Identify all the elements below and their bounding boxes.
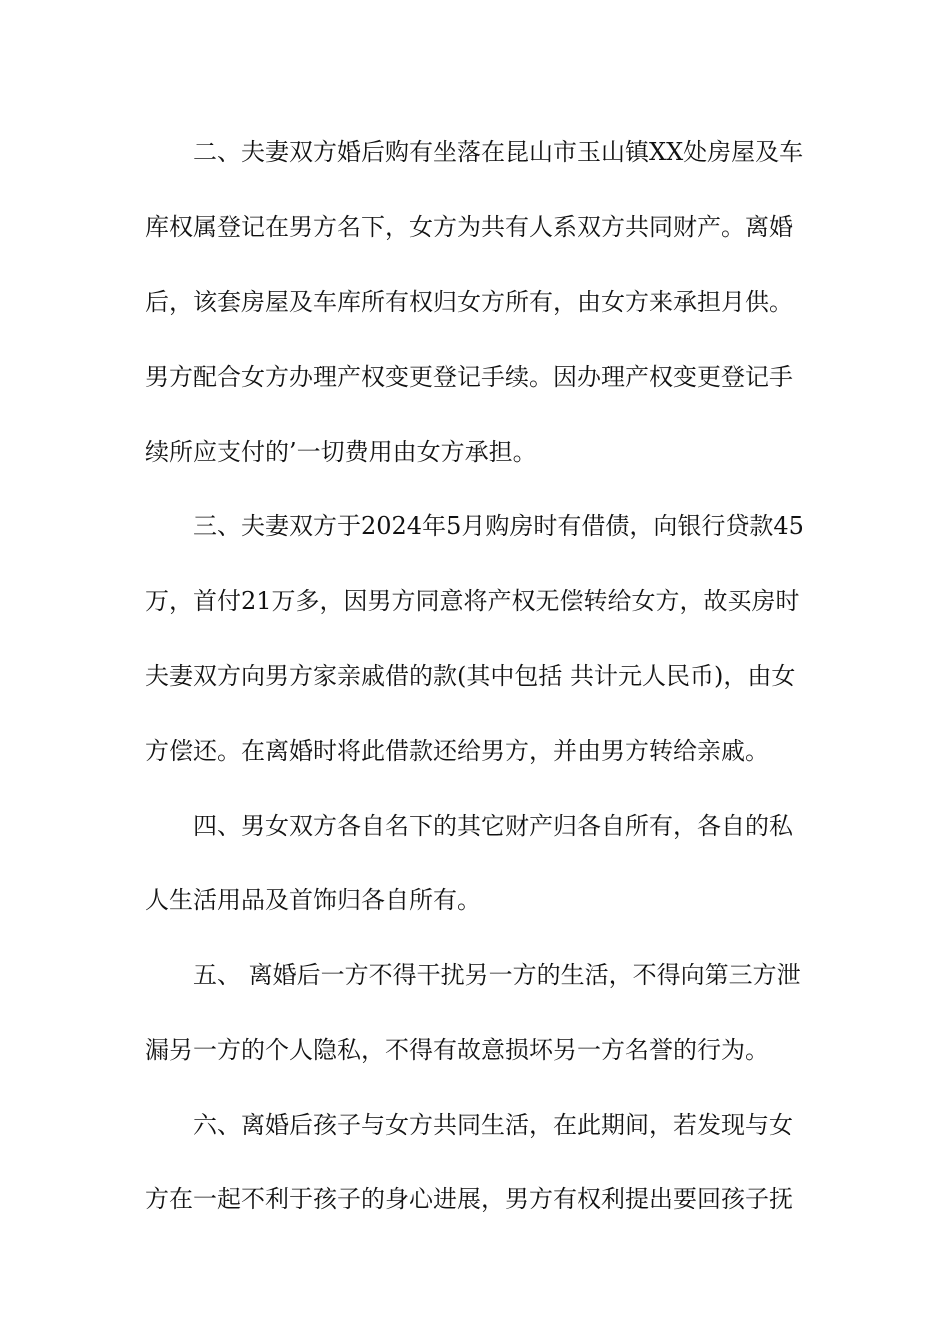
- text-line: 库权属登记在男方名下，女方为共有人系双方共同财产。离婚: [145, 213, 793, 241]
- text-line: 人生活用品及首饰归各自所有。: [145, 886, 481, 914]
- text-line: 四、男女双方各自名下的其它财产归各自所有，各自的私: [193, 812, 793, 840]
- text-line: 夫妻双方向男方家亲戚借的款(其中包括 共计元人民币)，由女: [145, 662, 796, 690]
- text-line: 三、夫妻双方于2024年5月购房时有借债，向银行贷款45: [193, 512, 804, 540]
- text-line: 方偿还。在离婚时将此借款还给男方，并由男方转给亲戚。: [145, 737, 769, 765]
- text-line: 万，首付21万多，因男方同意将产权无偿转给女方，故买房时: [145, 587, 800, 615]
- text-line: 续所应支付的’一切费用由女方承担。: [145, 438, 537, 466]
- text-line: 六、离婚后孩子与女方共同生活，在此期间，若发现与女: [193, 1111, 793, 1139]
- text-line: 方在一起不利于孩子的身心进展，男方有权利提出要回孩子抚: [145, 1185, 793, 1213]
- text-line: 漏另一方的个人隐私，不得有故意损坏另一方名誉的行为。: [145, 1036, 769, 1064]
- text-line: 二、夫妻双方婚后购有坐落在昆山市玉山镇XX处房屋及车: [193, 138, 804, 166]
- text-line: 后，该套房屋及车库所有权归女方所有，由女方来承担月供。: [145, 288, 793, 316]
- text-line: 五、 离婚后一方不得干扰另一方的生活，不得向第三方泄: [193, 961, 801, 989]
- text-line: 男方配合女方办理产权变更登记手续。因办理产权变更登记手: [145, 363, 793, 391]
